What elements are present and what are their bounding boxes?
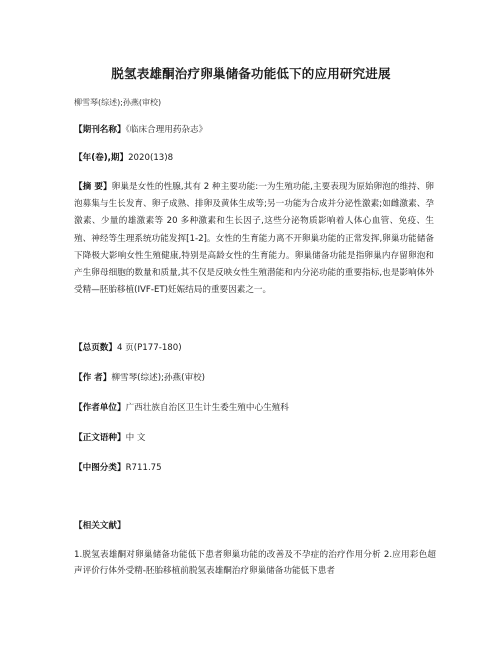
- related-literature: 1.脱氢表雄酮对卵巢储备功能低下患者卵巢功能的改善及不孕症的治疗作用分析 2.应用彩色超声评价行体外受精-胚胎移植前脱氢表雄酮治疗卵巢储备功能低下患者: [74, 550, 436, 576]
- related-heading: 【相关文献】: [74, 521, 126, 531]
- classification-label: 【中图分类】: [74, 463, 126, 473]
- authors-line: 柳雪琴(综述);孙燕(审校): [74, 98, 162, 107]
- affiliation-field: [74, 400, 434, 417]
- language-label: 【正文语种】: [74, 433, 126, 443]
- pages-label: 【总页数】: [74, 343, 117, 353]
- affiliation-label: 【作者单位】: [74, 403, 126, 413]
- year-issue-field: [74, 150, 434, 167]
- page-title: 脱氢表雄酮治疗卵巢储备功能低下的应用研究进展: [111, 66, 391, 81]
- abstract-text: 卵巢是女性的性腺,其有 2 种主要功能:一为生殖功能,主要表现为原始卵泡的维持、卵泡募集与生长发育、卵子成熟、排卵及黄体生成等;另一功能为合成并分泌性激素;如雌激素、孕激素、少量的雄激素等 20 多种激素和生长因子,这些分泌物质影响着人体心血管、免疫、生殖、神经等生理系统功能发挥[1-2]。女性的生育能力离不开卵巢功能的正常发挥,卵巢功能储备下降极大影响女性生殖健康,特别是高龄女性的生育能力。卵巢储备功能是指卵巢内存留卵泡和产生卵母细胞的数量和质量,其不仅是反映女性生殖潜能和内分泌功能的重要指标,也是影响体外受精—胚胎移植(IVF-ET)妊娠结局的重要因素之一。: [74, 182, 435, 296]
- year-issue-value: 2020(13)8: [128, 153, 174, 163]
- abstract-label: 【摘 要】: [74, 182, 112, 192]
- abstract-field: [74, 179, 434, 299]
- classification-value: R711.75: [125, 463, 162, 473]
- journal-label: 【期刊名称】: [74, 125, 126, 135]
- classification-field: [74, 460, 434, 477]
- journal-field: [74, 122, 434, 139]
- pages-field: [74, 340, 434, 357]
- language-value: 中 文: [125, 433, 146, 443]
- pages-value: 4 页(P177-180): [116, 343, 182, 353]
- language-field: [74, 430, 434, 447]
- author-label: 【作 者】: [74, 373, 112, 383]
- year-issue-label: 【年(卷),期】: [74, 153, 129, 163]
- journal-value: 《临床合理用药杂志》: [125, 125, 208, 135]
- author-field: [74, 370, 434, 387]
- author-value: 柳雪琴(综述);孙燕(审校): [111, 373, 206, 383]
- affiliation-value: 广西壮族自治区卫生计生委生殖中心生殖科: [125, 403, 289, 413]
